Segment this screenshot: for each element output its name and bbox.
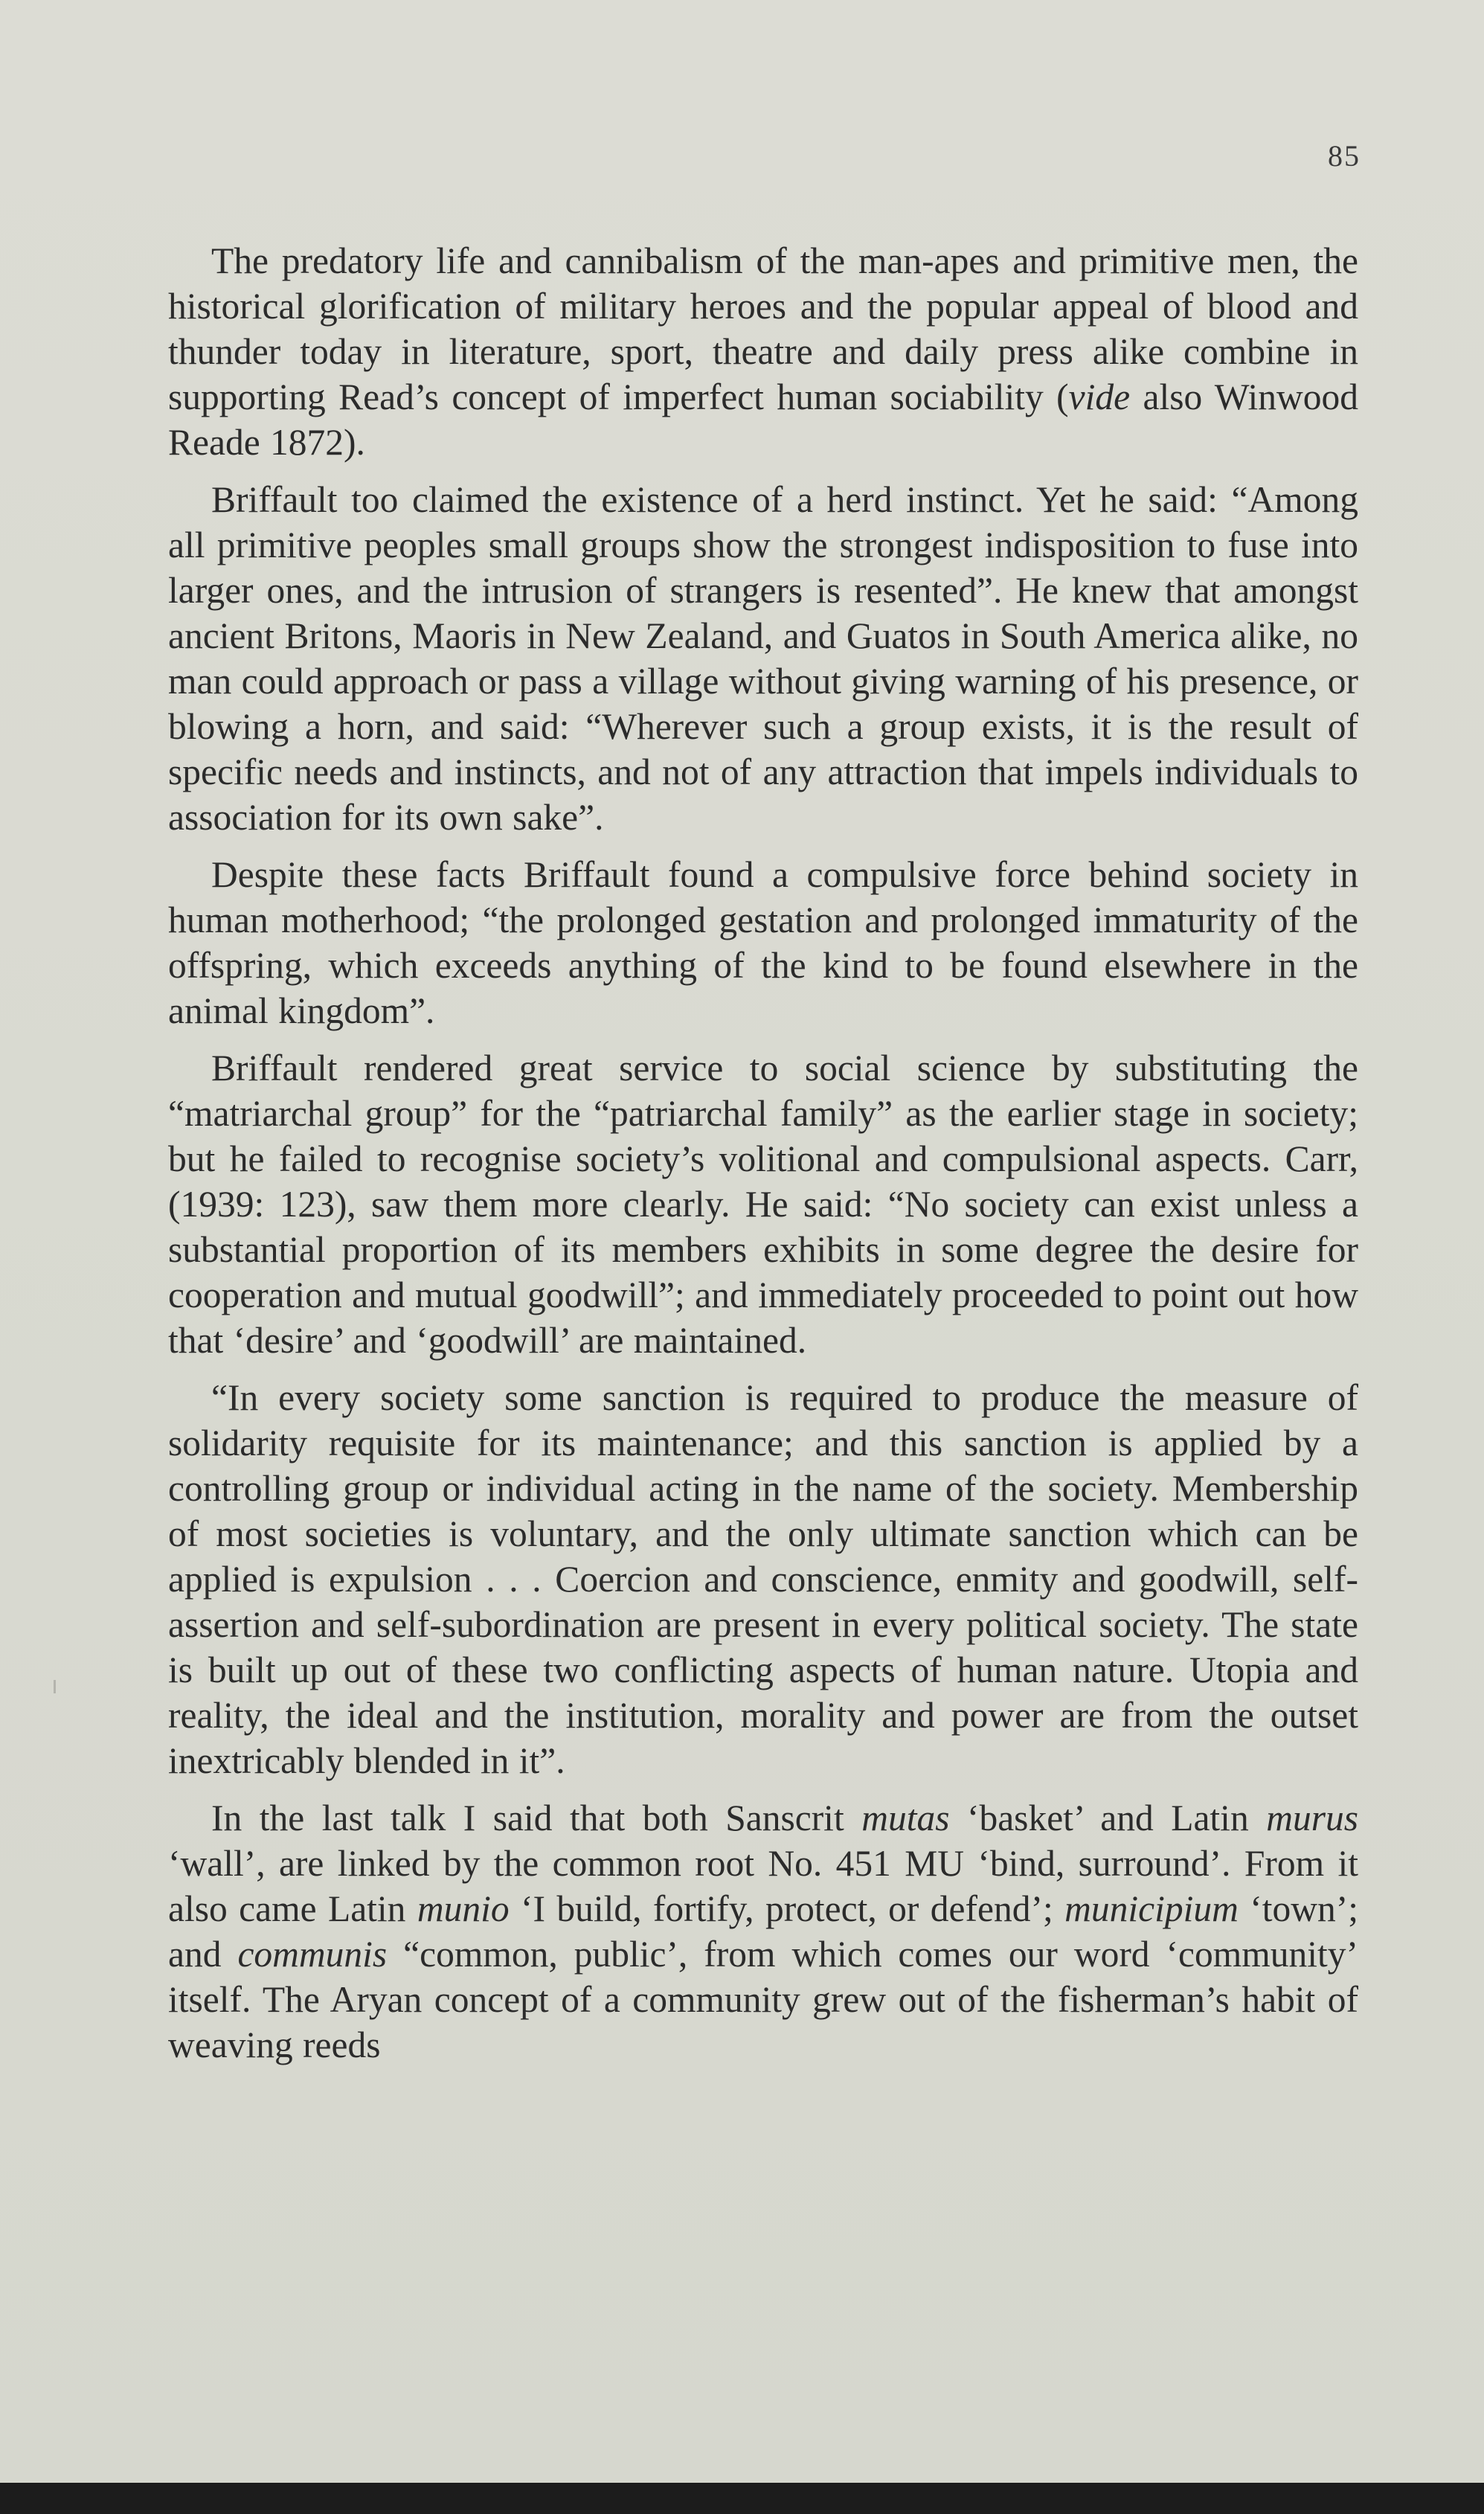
text-run: ‘basket’ and Latin [949, 1798, 1267, 1838]
text-run: ‘town’; and [168, 1888, 1358, 1975]
text-run: ‘wall’, are linked by the common root No. 451 MU ‘bind, surround’. From it also came Latin [168, 1843, 1358, 1929]
text-run: also Winwood Reade 1872). [168, 376, 1358, 463]
paragraph [168, 1045, 1358, 1363]
text-run: Briffault too claimed the existence of a herd instinct. Yet he said: “Among all primitive peoples small groups show the strongest indisposition to fuse into larger ones, and the intrusion of strangers is resented”. He knew that amongst ancient Britons, Maoris in New Zealand, and Guatos in South America alike, no man could approach or pass a village without giving warning of his presence, or blowing a horn, and said: “Wherever such a group exists, it is the result of specific needs and instincts, and not of any attraction that impels individuals to association for its own sake”. [168, 479, 1358, 838]
text-run: “In every society some sanction is required to produce the measure of solidarity requisite for its maintenance; and this sanction is applied by a controlling group or individual acting in the name of the society. Membership of most societies is voluntary, and the only ultimate sanction which can be applied is expulsion . . . Coercion and conscience, enmity and goodwill, self-assertion and self-subordination are present in every political society. The state is built up out of these two conflicting aspects of human nature. Utopia and reality, the ideal and the institution, morality and power are from the outset inextricably blended in it”. [168, 1377, 1358, 1781]
italic-term: vide [1068, 376, 1131, 417]
body-text [168, 238, 1358, 2079]
italic-term: municipium [1064, 1888, 1239, 1929]
scan-edge [0, 2483, 1484, 2514]
text-run: ‘I build, fortify, protect, or defend’; [509, 1888, 1065, 1929]
text-run: Despite these facts Briffault found a compulsive force behind society in human motherhood; “the prolonged gestation and prolonged immaturity of the offspring, which exceeds anything of the kind to be found elsewhere in the animal kingdom”. [168, 854, 1358, 1031]
italic-term: mutas [861, 1798, 950, 1838]
italic-term: munio [417, 1888, 510, 1929]
paragraph [168, 1795, 1358, 2068]
page-number: 85 [1328, 139, 1361, 173]
text-run: In the last talk I said that both Sanscrit [211, 1798, 862, 1838]
paragraph [168, 238, 1358, 465]
text-run: “common, public’, from which comes our word ‘community’ itself. The Aryan concept of a community grew out of the fisherman’s habit of weaving reeds [168, 1934, 1358, 2065]
text-run: The predatory life and cannibalism of the man-apes and primitive men, the historical glorification of military heroes and the popular appeal of blood and thunder today in literature, sport, theatre and daily press alike combine in supporting Read’s concept of imperfect human sociability ( [168, 240, 1358, 417]
paragraph [168, 1375, 1358, 1783]
paragraph [168, 477, 1358, 840]
italic-term: murus [1266, 1798, 1358, 1838]
italic-term: communis [237, 1934, 388, 1975]
paragraph [168, 852, 1358, 1033]
text-run: Briffault rendered great service to social science by substituting the “matriarchal group” for the “patriarchal family” as the earlier stage in society; but he failed to recognise society’s volitional and compulsional aspects. Carr, (1939: 123), saw them more clearly. He said: “No society can exist unless a substantial proportion of its members exhibits in some degree the desire for cooperation and mutual goodwill”; and immediately proceeded to point out how that ‘desire’ and ‘goodwill’ are maintained. [168, 1048, 1358, 1361]
margin-mark [54, 1680, 56, 1693]
